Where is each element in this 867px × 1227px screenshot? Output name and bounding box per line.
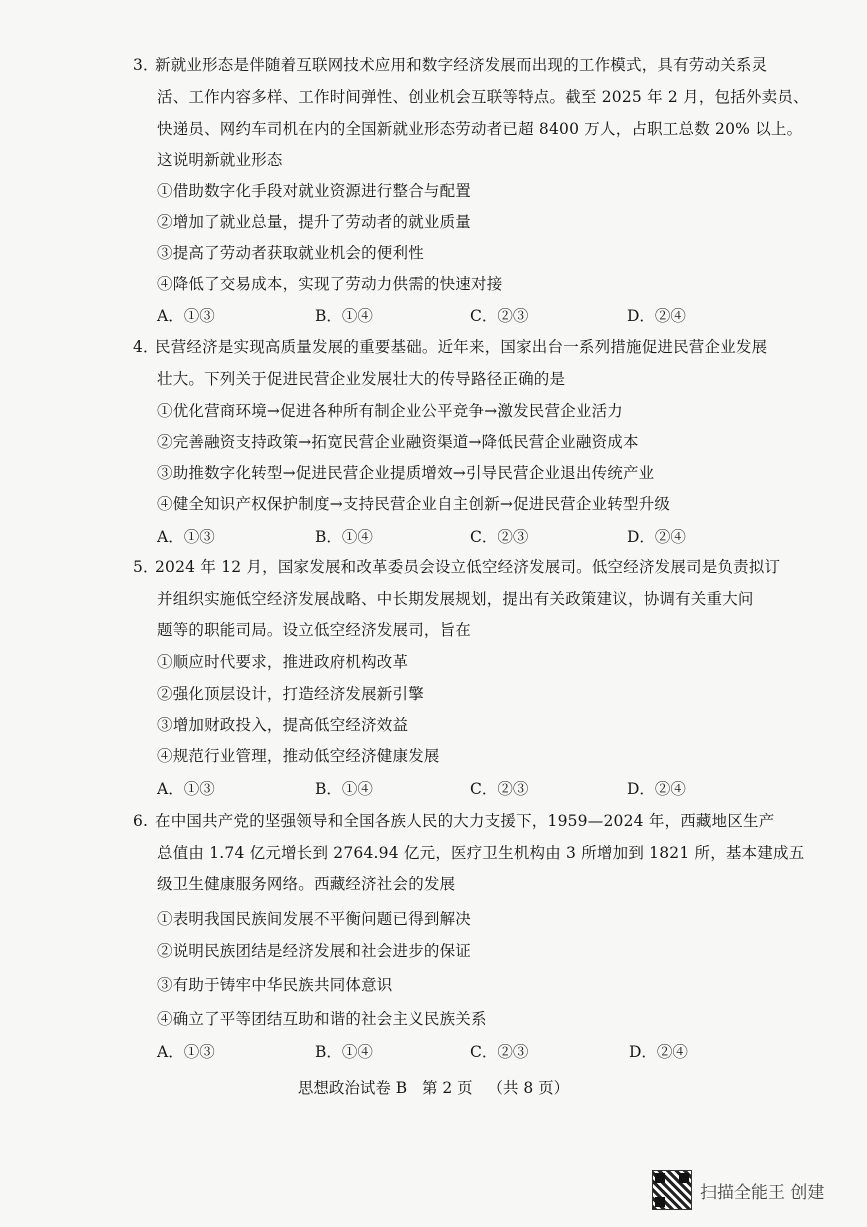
question-number: 5． [133, 558, 159, 576]
statement-item: ③增加财政投入，提高低空经济效益 [157, 716, 409, 734]
statement-item: ③有助于铸牢中华民族共同体意识 [157, 976, 393, 994]
option-a[interactable]: A．①③ [157, 780, 215, 798]
option-b[interactable]: B．①④ [315, 780, 373, 798]
question-stem-line: 新就业形态是伴随着互联网技术应用和数字经济发展而出现的工作模式，具有劳动关系灵 [155, 56, 768, 74]
option-d[interactable]: D．②④ [627, 307, 686, 325]
option-c[interactable]: C．②③ [470, 307, 529, 325]
option-c[interactable]: C．②③ [470, 780, 529, 798]
option-d[interactable]: D．②④ [629, 1043, 688, 1061]
statement-item: ①表明我国民族间发展不平衡问题已得到解决 [157, 910, 472, 928]
question-stem-line: 题等的职能司局。设立低空经济发展司，旨在 [157, 621, 472, 639]
option-b[interactable]: B．①④ [315, 528, 373, 546]
statement-item: ②增加了就业总量，提升了劳动者的就业质量 [157, 213, 472, 231]
question-stem-line: 这说明新就业形态 [157, 151, 283, 169]
statement-item: ②强化顶层设计，打造经济发展新引擎 [157, 685, 424, 703]
answer-options [157, 306, 757, 326]
option-c[interactable]: C．②③ [470, 528, 529, 546]
statement-item: ①借助数字化手段对就业资源进行整合与配置 [157, 182, 472, 200]
question-stem-line: 民营经济是实现高质量发展的重要基础。近年来，国家出台一系列措施促进民营企业发展 [155, 338, 768, 356]
watermark-text: 扫描全能王 创建 [700, 1182, 825, 1203]
statement-item: ③提高了劳动者获取就业机会的便利性 [157, 244, 424, 262]
scanner-watermark [652, 1170, 852, 1210]
statement-item: ④确立了平等团结互助和谐的社会主义民族关系 [157, 1010, 487, 1028]
qr-code-icon [652, 1170, 692, 1210]
option-b[interactable]: B．①④ [315, 1043, 373, 1061]
statement-item: ①顺应时代要求，推进政府机构改革 [157, 653, 409, 671]
option-d[interactable]: D．②④ [627, 528, 686, 546]
option-b[interactable]: B．①④ [315, 307, 373, 325]
answer-options [157, 527, 757, 547]
question-stem-line: 活、工作内容多样、工作时间弹性、创业机会互联等特点。截至 2025 年 2 月，包括外卖员、 [157, 88, 809, 106]
statement-item: ④降低了交易成本，实现了劳动力供需的快速对接 [157, 275, 503, 293]
question-stem-line: 并组织实施低空经济发展战略、中长期发展规划，提出有关政策建议，协调有关重大问 [157, 590, 754, 608]
option-a[interactable]: A．①③ [157, 528, 215, 546]
statement-item: ①优化营商环境→促进各种所有制企业公平竞争→激发民营企业活力 [157, 402, 623, 420]
question-stem-line: 在中国共产党的坚强领导和全国各族人民的大力支援下，1959—2024 年，西藏地区生产 [155, 812, 775, 830]
answer-options [157, 779, 757, 799]
question-stem-line: 快递员、网约车司机在内的全国新就业形态劳动者已超 8400 万人，占职工总数 20% 以上。 [157, 120, 803, 138]
question-number: 6. [133, 812, 149, 830]
question-number: 4． [133, 338, 159, 356]
statement-item: ②完善融资支持政策→拓宽民营企业融资渠道→降低民营企业融资成本 [157, 433, 639, 451]
question-stem-line: 级卫生健康服务网络。西藏经济社会的发展 [157, 875, 456, 893]
option-c[interactable]: C．②③ [470, 1043, 529, 1061]
statement-item: ④健全知识产权保护制度→支持民营企业自主创新→促进民营企业转型升级 [157, 495, 671, 513]
statement-item: ④规范行业管理，推动低空经济健康发展 [157, 747, 440, 765]
question-number: 3． [133, 56, 159, 74]
option-a[interactable]: A．①③ [157, 1043, 215, 1061]
question-stem-line: 2024 年 12 月，国家发展和改革委员会设立低空经济发展司。低空经济发展司是负责拟订 [155, 558, 781, 576]
question-stem-line: 总值由 1.74 亿元增长到 2764.94 亿元，医疗卫生机构由 3 所增加到 1821 所，基本建成五 [157, 844, 805, 862]
option-a[interactable]: A．①③ [157, 307, 215, 325]
statement-item: ③助推数字化转型→促进民营企业提质增效→引导民营企业退出传统产业 [157, 464, 655, 482]
option-d[interactable]: D．②④ [627, 780, 686, 798]
question-stem-line: 壮大。下列关于促进民营企业发展壮大的传导路径正确的是 [157, 370, 566, 388]
page-footer: 思想政治试卷 B 第 2 页 （共 8 页） [297, 1079, 570, 1097]
answer-options [157, 1042, 757, 1062]
statement-item: ②说明民族团结是经济发展和社会进步的保证 [157, 942, 472, 960]
